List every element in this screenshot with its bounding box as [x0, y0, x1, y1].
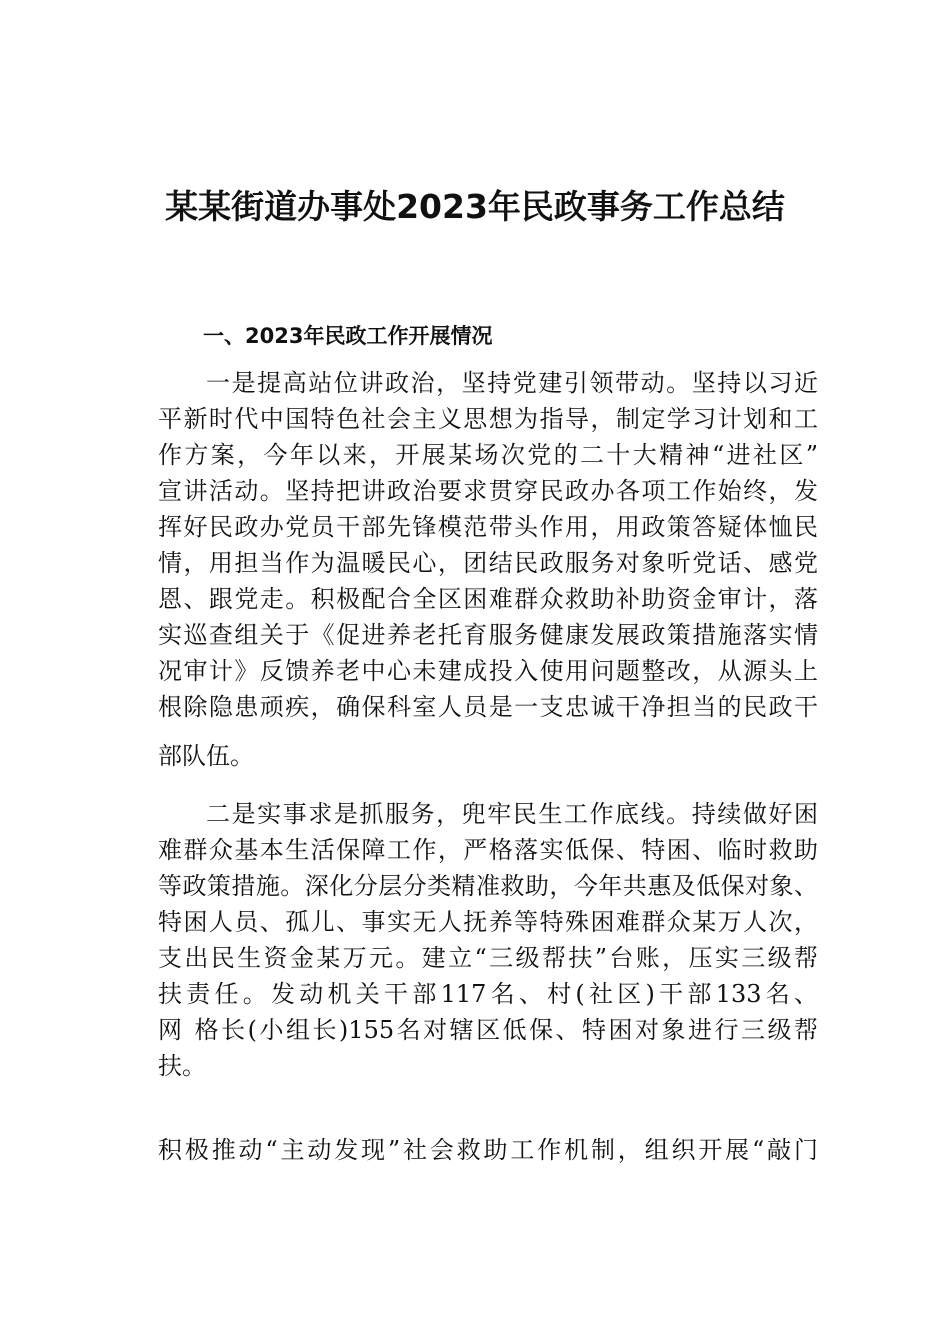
paragraph-2-line-6: 扶责任。发动机关干部117名、村(社区)干部133名、 — [158, 980, 818, 1008]
paragraph-1-line-1: 一是提高站位讲政治，坚持党建引领带动。坚持以习近 — [206, 369, 818, 397]
document-title: 某某街道办事处2023年民政事务工作总结 — [165, 187, 785, 226]
paragraph-2-line-2: 难群众基本生活保障工作，严格落实低保、特困、临时救助 — [158, 836, 818, 864]
paragraph-1-line-3: 作方案，今年以来，开展某场次党的二十大精神“进社区” — [158, 441, 818, 469]
paragraph-1-line-11: 部队伍。 — [158, 742, 254, 770]
paragraph-1-line-6: 情，用担当作为温暖民心，团结民政服务对象听党话、感党 — [158, 549, 818, 577]
paragraph-1-line-2: 平新时代中国特色社会主义思想为指导，制定学习计划和工 — [158, 405, 818, 433]
paragraph-1-line-10: 根除隐患顽疾，确保科室人员是一支忠诚干净担当的民政干 — [158, 693, 818, 721]
paragraph-1-line-4: 宣讲活动。坚持把讲政治要求贯穿民政办各项工作始终，发 — [158, 477, 818, 505]
paragraph-2-line-3: 等政策措施。深化分层分类精准救助，今年共惠及低保对象、 — [158, 872, 818, 900]
paragraph-1-line-8: 实巡查组关于《促进养老托育服务健康发展政策措施落实情 — [158, 621, 818, 649]
paragraph-2-line-5: 支出民生资金某万元。建立“三级帮扶”台账，压实三级帮 — [158, 944, 818, 972]
paragraph-1-line-7: 恩、跟党走。积极配合全区困难群众救助补助资金审计，落 — [158, 585, 818, 613]
paragraph-2-line-7: 网 格长(小组长)155名对辖区低保、特困对象进行三级帮 — [158, 1016, 818, 1044]
paragraph-2-line-4: 特困人员、孤儿、事实无人抚养等特殊困难群众某万人次， — [158, 908, 818, 936]
paragraph-3-line-1: 积极推动“主动发现”社会救助工作机制，组织开展“敲门 — [158, 1136, 818, 1164]
paragraph-1-line-9: 况审计》反馈养老中心未建成投入使用问题整改，从源头上 — [158, 657, 818, 685]
paragraph-2-line-1: 二是实事求是抓服务，兜牢民生工作底线。持续做好困 — [206, 800, 818, 828]
paragraph-2-line-8: 扶。 — [158, 1052, 206, 1080]
paragraph-1-line-5: 挥好民政办党员干部先锋模范带头作用，用政策答疑体恤民 — [158, 513, 818, 541]
section-heading: 一、2023年民政工作开展情况 — [203, 324, 493, 348]
